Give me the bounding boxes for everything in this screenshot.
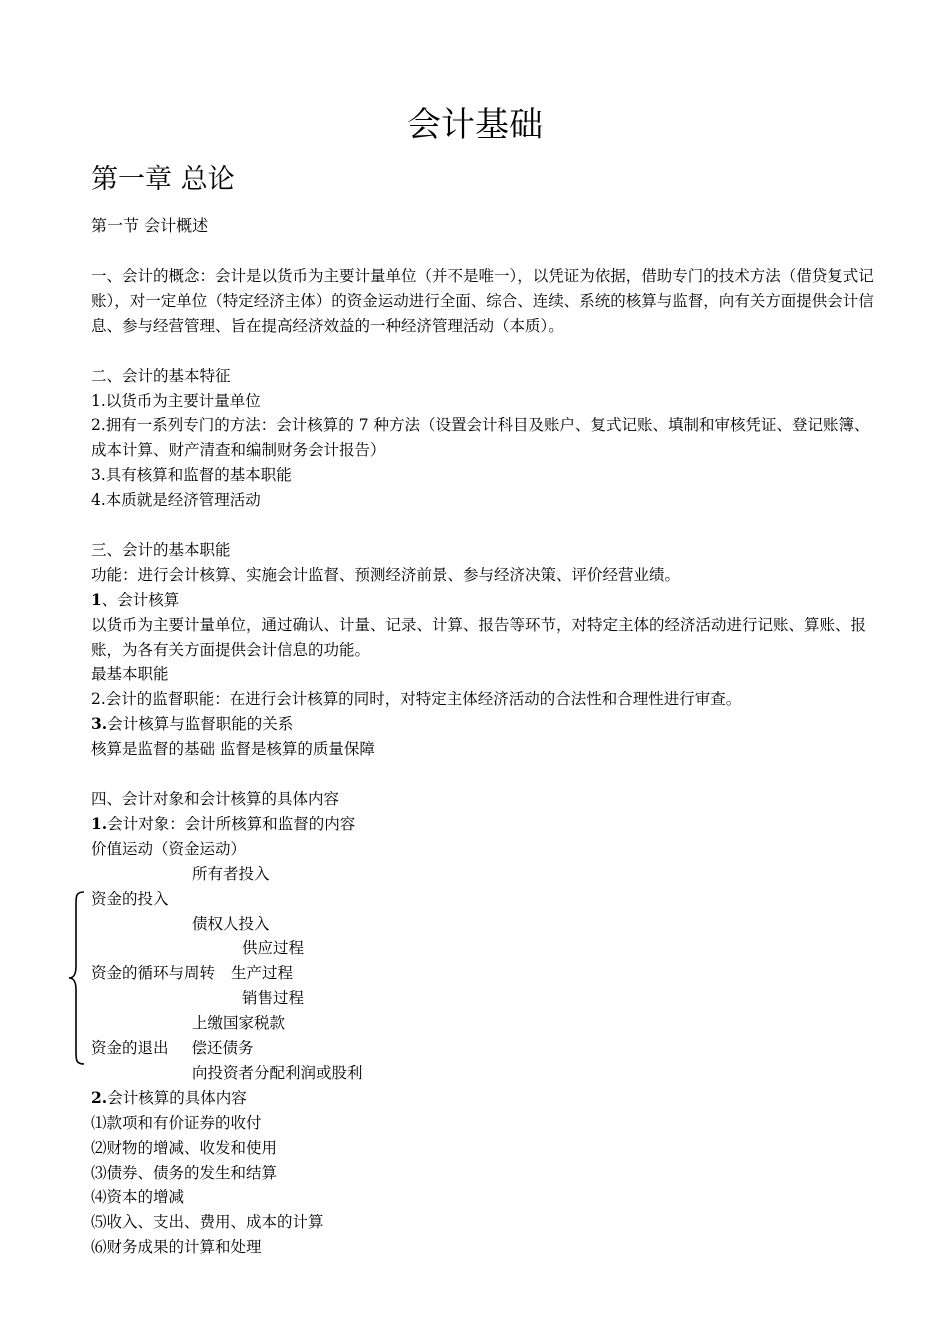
accounting-heading (91, 588, 881, 613)
features-heading: 二、会计的基本特征 (91, 366, 231, 385)
fund-exit: 资金的退出 (91, 1039, 169, 1058)
object-heading (91, 812, 881, 837)
content-item: ⑸收入、支出、费用、成本的计算 (91, 1213, 324, 1232)
object-number: 1. (91, 813, 108, 833)
accounting-title: 、会计核算 (101, 590, 180, 609)
debt-repayment: 偿还债务 (191, 1039, 254, 1058)
circulation-row (91, 961, 881, 986)
supervision-function: 2.会计的监督职能：在进行会计核算的同时，对特定主体经济活动的合法性和合理性进行审查。 (91, 690, 742, 709)
concept-paragraph: 一、会计的概念：会计是以货币为主要计量单位（并不是唯一），以凭证为依据，借助专门的技术方法（借贷复式记账），对一定单位（特定经济主体）的资金运动进行全面、综合、连续、系统的核算与监督，向有关方面提供会计信息、参与经营管理、旨在提高经济效益的一种经济管理活动（本质）。 (91, 267, 874, 335)
relation-heading (91, 712, 881, 737)
tax-payment: 上缴国家税款 (192, 1014, 286, 1033)
owner-input: 所有者投入 (192, 864, 270, 883)
feature-item: 2.拥有一系列专门的方法：会计核算的 7 种方法（设置会计科目及账户、复式记账、填制和审核凭证、登记账簿、成本计算、财产清查和编制财务会计报告） (91, 416, 870, 460)
content-title: 会计核算的具体内容 (107, 1088, 247, 1107)
relation-number: 3. (91, 714, 108, 734)
relation-description: 核算是监督的基础 监督是核算的质量保障 (91, 740, 375, 759)
section-heading: 第一节 会计概述 (91, 216, 209, 235)
feature-item: 3.具有核算和监督的基本职能 (91, 466, 292, 485)
content-number: 2. (91, 1087, 108, 1107)
content-item: ⑴款项和有价证券的收付 (91, 1113, 262, 1132)
sales-process: 销售过程 (242, 989, 305, 1008)
content-item: ⑹财务成果的计算和处理 (91, 1238, 262, 1257)
chapter-heading: 第一章 总论 (91, 164, 235, 195)
value-motion: 价值运动（资金运动） (91, 839, 247, 858)
accounting-number: 1 (91, 589, 102, 609)
production-process: 生产过程 (231, 964, 294, 983)
content-heading (91, 1086, 881, 1111)
objects-heading: 四、会计对象和会计核算的具体内容 (91, 789, 340, 808)
feature-item: 1.以货币为主要计量单位 (91, 391, 261, 410)
relation-title: 会计核算与监督职能的关系 (107, 715, 294, 734)
functions-heading: 三、会计的基本职能 (91, 540, 231, 559)
document-title: 会计基础 (407, 105, 543, 145)
content-item: ⑷资本的增减 (91, 1188, 185, 1207)
content-item: ⑶债券、债务的发生和结算 (91, 1163, 278, 1182)
content-item: ⑵财物的增减、收发和使用 (91, 1138, 278, 1157)
feature-item: 4.本质就是经济管理活动 (91, 491, 261, 510)
object-title: 会计对象：会计所核算和监督的内容 (107, 814, 356, 833)
most-basic-function: 最基本职能 (91, 665, 169, 684)
creditor-input: 债权人投入 (192, 914, 270, 933)
dividend-distribution: 向投资者分配利润或股利 (192, 1063, 363, 1082)
functions-intro: 功能：进行会计核算、实施会计监督、预测经济前景、参与经济决策、评价经营业绩。 (91, 565, 681, 584)
fund-input: 资金的投入 (91, 889, 169, 908)
fund-circulation: 资金的循环与周转 (91, 964, 216, 983)
accounting-description: 以货币为主要计量单位，通过确认、计量、记录、计算、报告等环节，对特定主体的经济活动进行记账、算账、报账，为各有关方面提供会计信息的功能。 (91, 615, 867, 659)
curly-brace-icon (66, 890, 86, 1066)
supply-process: 供应过程 (242, 939, 305, 958)
document-body (91, 264, 881, 1260)
exit-row (91, 1036, 881, 1061)
